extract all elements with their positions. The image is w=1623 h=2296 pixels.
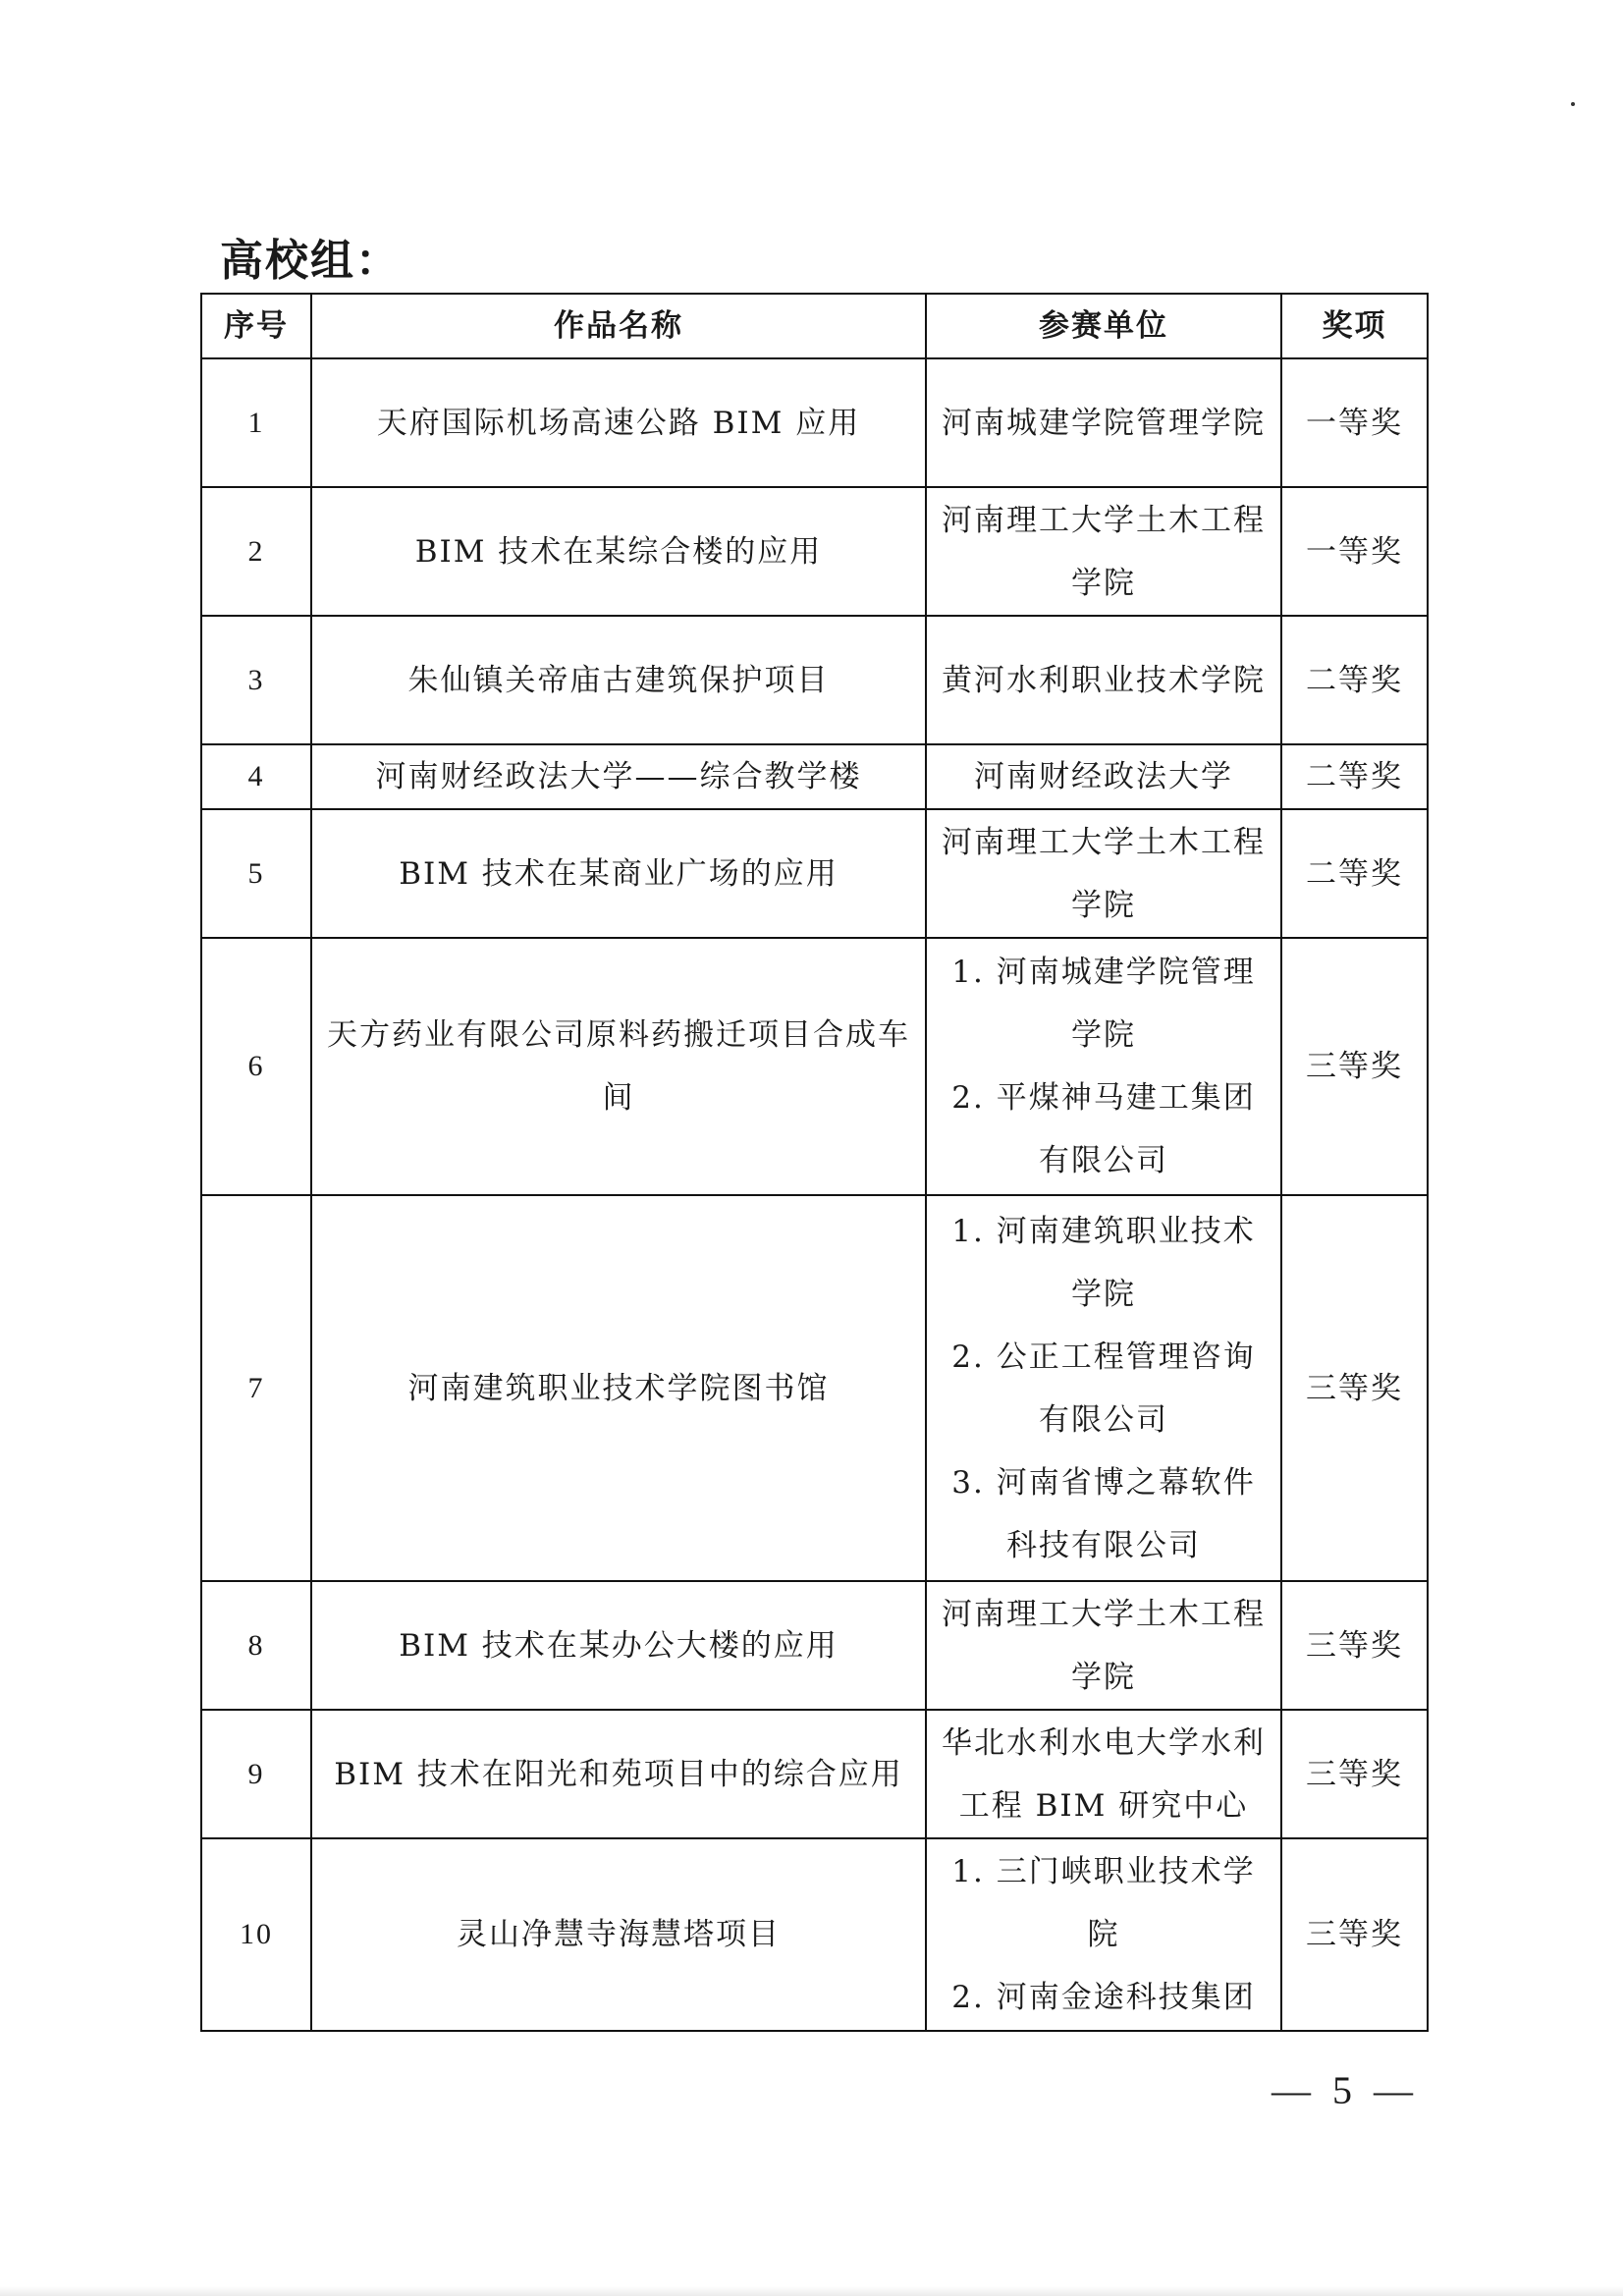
participating-unit (926, 358, 1281, 487)
award-level: 三等奖 (1281, 938, 1428, 1195)
unit-entry: 河南理工大学土木工程学院 (942, 1596, 1266, 1695)
participating-unit (926, 616, 1281, 744)
award-level: 三等奖 (1281, 1195, 1428, 1581)
header-index: 序号 (201, 294, 311, 358)
participating-unit (926, 487, 1281, 616)
unit-entry: 黄河水利职业技术学院 (942, 662, 1266, 698)
row-index: 6 (201, 938, 311, 1195)
award-level: 二等奖 (1281, 744, 1428, 809)
award-level: 三等奖 (1281, 1581, 1428, 1710)
row-index: 4 (201, 744, 311, 809)
row-index: 10 (201, 1838, 311, 2031)
award-level: 二等奖 (1281, 809, 1428, 938)
award-level: 一等奖 (1281, 487, 1428, 616)
work-name: 河南建筑职业技术学院图书馆 (311, 1195, 926, 1581)
table-row (201, 616, 1428, 744)
unit-entry: 1. 河南城建学院管理学院 (951, 955, 1256, 1053)
table-row (201, 1581, 1428, 1710)
participating-unit (926, 1838, 1281, 2031)
scan-edge-shade (0, 2286, 1623, 2296)
table-row (201, 487, 1428, 616)
award-level: 二等奖 (1281, 616, 1428, 744)
participating-unit (926, 809, 1281, 938)
work-name: 天府国际机场高速公路 BIM 应用 (311, 358, 926, 487)
row-index: 7 (201, 1195, 311, 1581)
row-index: 3 (201, 616, 311, 744)
table-row (201, 358, 1428, 487)
work-name: BIM 技术在阳光和苑项目中的综合应用 (311, 1710, 926, 1838)
unit-entry: 河南城建学院管理学院 (942, 405, 1266, 441)
unit-entry: 1. 河南建筑职业技术学院 (951, 1213, 1256, 1312)
work-name: BIM 技术在某商业广场的应用 (311, 809, 926, 938)
row-index: 2 (201, 487, 311, 616)
participating-unit (926, 744, 1281, 809)
row-index: 8 (201, 1581, 311, 1710)
work-name: 天方药业有限公司原料药搬迁项目合成车间 (311, 938, 926, 1195)
unit-entry: 河南财经政法大学 (974, 759, 1233, 794)
table-body (201, 358, 1428, 2031)
header-unit: 参赛单位 (926, 294, 1281, 358)
unit-entry: 1. 三门峡职业技术学院 (951, 1854, 1256, 1952)
work-name: 灵山净慧寺海慧塔项目 (311, 1838, 926, 2031)
unit-entry: 2. 平煤神马建工集团有限公司 (951, 1080, 1256, 1178)
work-name: BIM 技术在某综合楼的应用 (311, 487, 926, 616)
award-level: 三等奖 (1281, 1838, 1428, 2031)
unit-entry: 华北水利水电大学水利工程 BIM 研究中心 (942, 1724, 1266, 1824)
table-row (201, 938, 1428, 1195)
table-header-row (201, 294, 1428, 358)
work-name: BIM 技术在某办公大楼的应用 (311, 1581, 926, 1710)
table-row (201, 744, 1428, 809)
award-level: 三等奖 (1281, 1710, 1428, 1838)
header-award: 奖项 (1281, 294, 1428, 358)
award-level: 一等奖 (1281, 358, 1428, 487)
table-row (201, 1195, 1428, 1581)
participating-unit (926, 1195, 1281, 1581)
row-index: 9 (201, 1710, 311, 1838)
header-work: 作品名称 (311, 294, 926, 358)
table-row (201, 1838, 1428, 2031)
row-index: 5 (201, 809, 311, 938)
unit-entry: 2. 河南金途科技集团 (951, 1980, 1256, 2015)
work-name: 河南财经政法大学——综合教学楼 (311, 744, 926, 809)
table-row (201, 809, 1428, 938)
unit-entry: 3. 河南省博之幕软件科技有限公司 (951, 1464, 1256, 1563)
table-row (201, 1710, 1428, 1838)
participating-unit (926, 1581, 1281, 1710)
unit-entry: 河南理工大学土木工程学院 (942, 502, 1266, 601)
work-name: 朱仙镇关帝庙古建筑保护项目 (311, 616, 926, 744)
participating-unit (926, 1710, 1281, 1838)
unit-entry: 2. 公正工程管理咨询有限公司 (951, 1339, 1256, 1438)
participating-unit (926, 938, 1281, 1195)
awards-table (200, 293, 1429, 2032)
scan-speck (1571, 102, 1575, 106)
page-number: — 5 — (1271, 2068, 1419, 2112)
unit-entry: 河南理工大学土木工程学院 (942, 824, 1266, 923)
section-heading: 高校组： (220, 236, 401, 286)
row-index: 1 (201, 358, 311, 487)
